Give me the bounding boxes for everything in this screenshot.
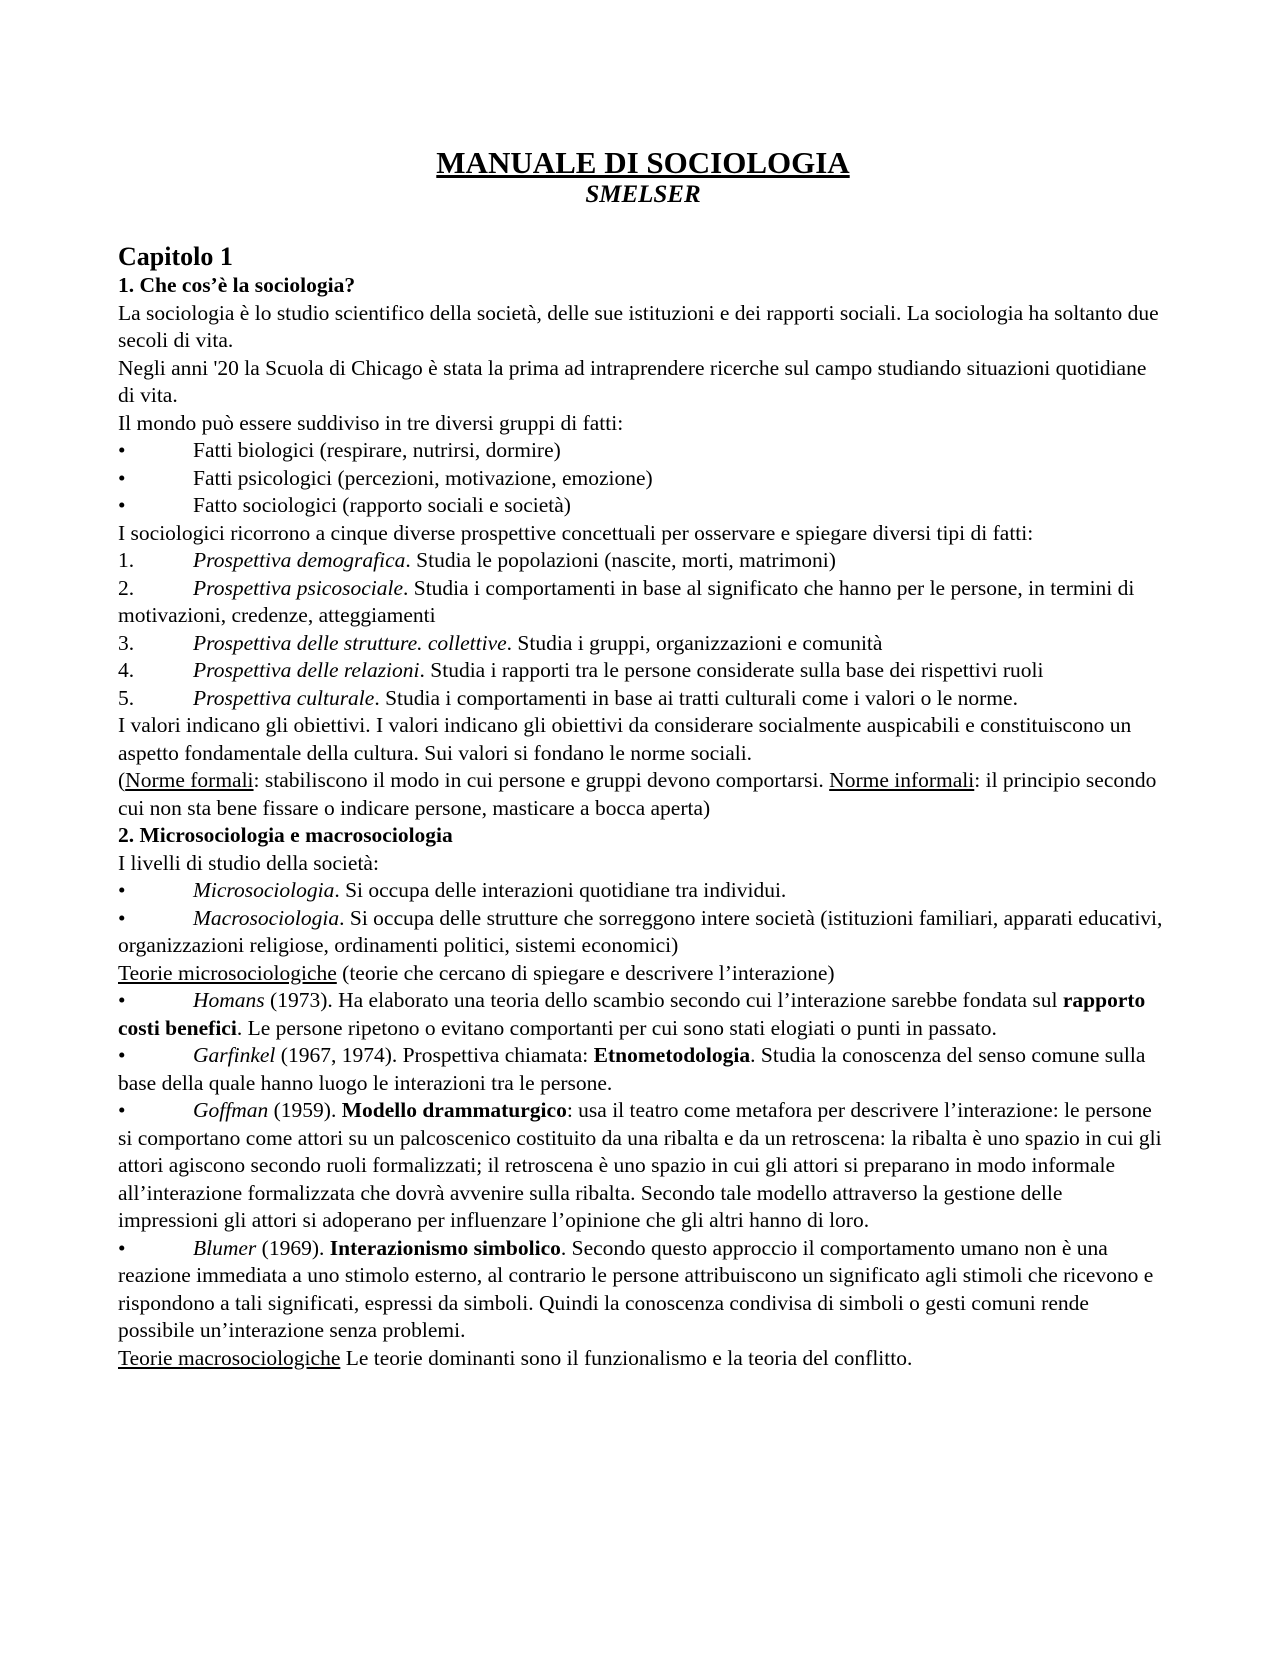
bullet: •: [118, 988, 126, 1012]
macro-theories-term: Teorie macrosociologiche: [118, 1345, 341, 1370]
item-desc: . Studia i comportamenti in base al significato che hanno per le persone, in termini di motivazioni, credenze, atteggiamenti: [118, 575, 1135, 627]
theory-author: Garfinkel: [193, 1043, 276, 1067]
informal-norms-term: Norme informali: [829, 768, 975, 792]
item-desc: . Studia i comportamenti in base ai tratti culturali come i valori o le norme.: [374, 685, 1018, 710]
numbered-item: [118, 575, 1168, 630]
theory-text: . Le persone ripetono o evitano comportanti per cui sono stati elogiati o punti in passato.: [236, 1015, 997, 1040]
theory-key-term: Interazionismo simbolico: [329, 1235, 561, 1260]
open-paren: (: [118, 768, 126, 792]
theory-key-term: Etnometodologia: [593, 1043, 751, 1067]
theory-item: [118, 1235, 1168, 1345]
theory-text: (1969).: [256, 1235, 330, 1260]
item-term: Prospettiva demografica: [193, 548, 406, 572]
section-2-heading: 2. Microsociologia e macrosociologia: [118, 823, 453, 847]
paragraph: I sociologici ricorrono a cinque diverse prospettive concettuali per osservare e spiegare diversi tipi di fatti:: [118, 520, 1034, 545]
theory-text: . Secondo questo approccio il comportamento umano non è una reazione immediata a uno stimolo esterno, al contrario le persone attribuiscono un significato agli stimoli che ricevono e rispondono a tali significati, espressi da simboli. Quindi la conoscenza condivisa di simboli o gesti comuni rende possibile un’interazione senza problemi.: [118, 1235, 1154, 1342]
item-term: Macrosociologia: [193, 905, 340, 930]
formal-norms-desc: : stabiliscono il modo in cui persone e gruppi devono comportarsi.: [253, 768, 830, 792]
theory-text: (1959).: [268, 1098, 342, 1122]
chapter-heading: Capitolo 1: [118, 242, 233, 271]
bullet: •: [118, 1098, 126, 1122]
list-item-text: Fatti psicologici (percezioni, motivazione, emozione): [193, 465, 653, 490]
bullet: •: [118, 493, 126, 517]
theory-text: (1967, 1974). Prospettiva chiamata:: [275, 1043, 594, 1067]
bullet: •: [118, 438, 126, 462]
item-desc: . Si occupa delle strutture che sorreggono intere società (istituzioni familiari, apparati educativi, organizzazioni religiose, ordinamenti politici, sistemi economici): [118, 905, 1163, 957]
paragraph: Il mondo può essere suddiviso in tre diversi gruppi di fatti:: [118, 410, 624, 435]
informal-norms-desc: : il principio secondo cui non sta bene fissare o indicare persone, masticare a bocca aperta): [118, 768, 1157, 820]
item-term: Prospettiva psicosociale: [193, 575, 403, 600]
item-desc: . Studia i rapporti tra le persone considerate sulla base dei rispettivi ruoli: [419, 658, 1044, 682]
item-term: Microsociologia: [193, 878, 335, 902]
list-item: [118, 877, 1168, 905]
item-number: 5.: [118, 685, 135, 710]
bullet: •: [118, 905, 126, 930]
item-term: Prospettiva delle strutture. collettive: [193, 630, 507, 655]
section-1-heading: 1. Che cos’è la sociologia?: [118, 273, 356, 297]
theory-text: . Studia la conoscenza del senso comune sulla base della quale hanno luogo le interazioni tra le persone.: [118, 1043, 1146, 1095]
paragraph: Negli anni '20 la Scuola di Chicago è stata la prima ad intraprendere ricerche sul campo studiando situazioni quotidiane di vita.: [118, 355, 1147, 407]
formal-norms-term: Norme formali: [125, 768, 254, 792]
macro-theories-desc: Le teorie dominanti sono il funzionalismo e la teoria del conflitto.: [340, 1345, 913, 1370]
micro-theories-paragraph: [118, 960, 1168, 988]
numbered-item: [118, 630, 1168, 658]
theory-key-term: rapporto costi benefici: [118, 988, 1146, 1040]
document-author: SMELSER: [585, 181, 701, 208]
item-number: 4.: [118, 658, 135, 682]
theory-author: Blumer: [193, 1235, 257, 1260]
theory-item: [118, 987, 1168, 1042]
theory-item: [118, 1042, 1168, 1097]
item-desc: . Studia i gruppi, organizzazioni e comunità: [506, 630, 883, 655]
theory-text: (1973). Ha elaborato una teoria dello scambio secondo cui l’interazione sarebbe fondata sul: [264, 988, 1063, 1012]
item-desc: . Studia le popolazioni (nascite, morti, matrimoni): [405, 548, 836, 572]
list-item: [118, 492, 1168, 520]
numbered-item: [118, 657, 1168, 685]
paragraph: La sociologia è lo studio scientifico della società, delle sue istituzioni e dei rapporti sociali. La sociologia ha soltanto due secoli di vita.: [118, 300, 1159, 352]
norms-paragraph: [118, 767, 1168, 822]
theory-author: Homans: [193, 988, 265, 1012]
micro-theories-desc: (teorie che cercano di spiegare e descrivere l’interazione): [336, 960, 835, 985]
numbered-item: [118, 547, 1168, 575]
document-page: [118, 146, 1168, 1372]
item-number: 2.: [118, 575, 135, 600]
bullet: •: [118, 878, 126, 902]
bullet: •: [118, 465, 126, 490]
theory-key-term: Modello drammaturgico: [341, 1098, 567, 1122]
item-term: Prospettiva culturale: [193, 685, 375, 710]
bullet: •: [118, 1235, 126, 1260]
micro-theories-term: Teorie microsociologiche: [118, 960, 337, 985]
numbered-item: [118, 685, 1168, 713]
document-title: MANUALE DI SOCIOLOGIA: [436, 145, 850, 180]
theory-item: [118, 1097, 1168, 1235]
item-desc: . Si occupa delle interazioni quotidiane tra individui.: [334, 878, 787, 902]
list-item: [118, 437, 1168, 465]
bullet: •: [118, 1043, 126, 1067]
paragraph: I valori indicano gli obiettivi. I valori indicano gli obiettivi da considerare socialmente auspicabili e constituiscono un aspetto fondamentale della cultura. Sui valori si fondano le norme sociali.: [118, 713, 1132, 765]
item-term: Prospettiva delle relazioni: [193, 658, 420, 682]
list-item-text: Fatti biologici (respirare, nutrirsi, dormire): [193, 438, 561, 462]
list-item: [118, 465, 1168, 493]
theory-text: : usa il teatro come metafora per descrivere l’interazione: le persone si comportano come attori su un palcoscenico costituito da una ribalta e da un retroscena: la ribalta è uno spazio in cui gli attori agiscono secondo ruoli formalizzati; il retroscena è uno spazio in cui gli attori si preparano in modo informale all’interazione formalizzata che dovrà avvenire sulla ribalta. Secondo tale modello attraverso la gestione delle impressioni gli attori si adoperano per influenzare l’opinione che gli altri hanno di loro.: [118, 1098, 1162, 1232]
macro-theories-paragraph: [118, 1345, 1168, 1373]
list-item: [118, 905, 1168, 960]
paragraph: I livelli di studio della società:: [118, 850, 379, 875]
list-item-text: Fatto sociologici (rapporto sociali e società): [193, 493, 571, 517]
item-number: 3.: [118, 630, 135, 655]
item-number: 1.: [118, 548, 135, 572]
theory-author: Goffman: [193, 1098, 269, 1122]
